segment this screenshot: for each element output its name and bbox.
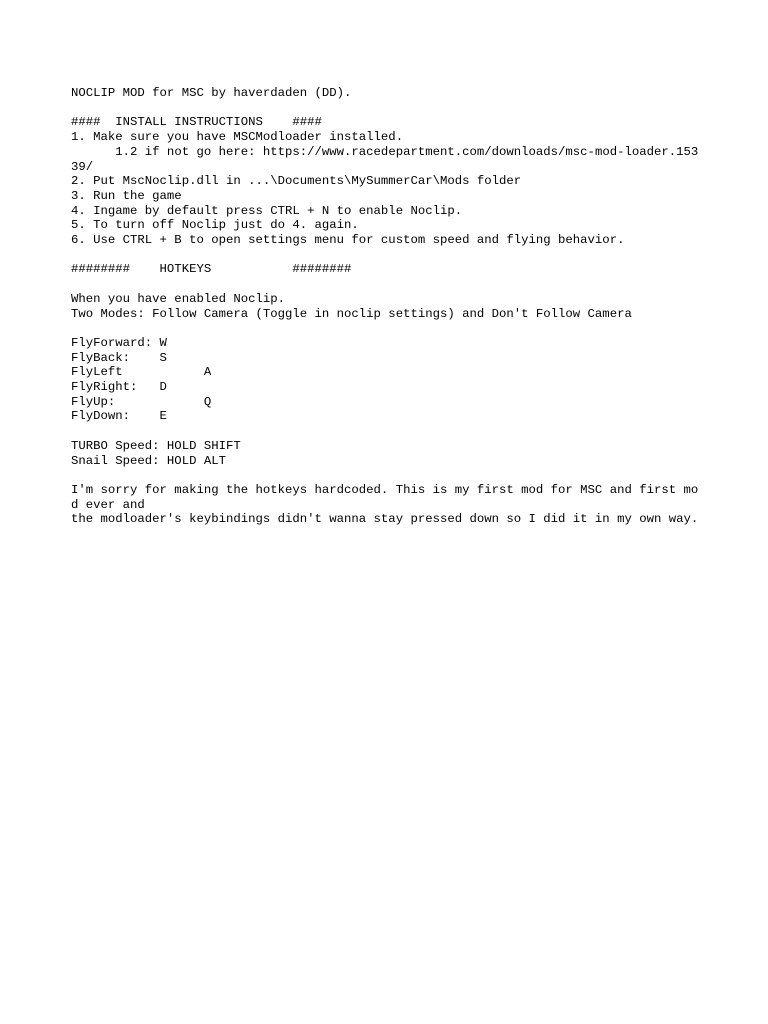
install-step: 3. Run the game [71, 188, 182, 203]
readme-document [71, 86, 701, 527]
hotkey-entry: FlyRight: D [71, 380, 167, 394]
speed-entry: TURBO Speed: HOLD SHIFT [71, 438, 241, 453]
install-step: 6. Use CTRL + B to open settings menu for custom speed and flying behavior. [71, 233, 625, 248]
spacer [71, 101, 701, 116]
spacer [71, 321, 701, 336]
install-step-link: 1.2 if not go here: https://www.racedepartment.com/downloads/msc-mod-loader.15339/ [71, 144, 699, 174]
install-step: 5. To turn off Noclip just do 4. again. [71, 218, 359, 233]
closing-note-line: I'm sorry for making the hotkeys hardcoded. This is my first mod for MSC and first mod ever and [71, 482, 699, 512]
hotkeys-section-header: ######## HOTKEYS ######## [71, 262, 352, 277]
hotkeys-intro-line: Two Modes: Follow Camera (Toggle in noclip settings) and Don't Follow Camera [71, 306, 632, 321]
install-step: 2. Put MscNoclip.dll in ...\Documents\MySummerCar\Mods folder [71, 174, 522, 189]
hotkey-entry: FlyForward: W [71, 335, 167, 350]
hotkey-entry: FlyLeft A [71, 365, 212, 380]
document-title: NOCLIP MOD for MSC by haverdaden (DD). [71, 86, 352, 100]
install-step: 1. Make sure you have MSCModloader installed. [71, 130, 404, 145]
spacer [71, 424, 701, 439]
hotkey-entry: FlyUp: Q [71, 394, 212, 409]
hotkey-entry: FlyBack: S [71, 350, 167, 365]
closing-note-line: the modloader's keybindings didn't wanna stay pressed down so I did it in my own way. [71, 512, 699, 527]
speed-entry: Snail Speed: HOLD ALT [71, 453, 226, 468]
hotkey-entry: FlyDown: E [71, 409, 167, 424]
install-section-header: #### INSTALL INSTRUCTIONS #### [71, 115, 322, 130]
install-step: 4. Ingame by default press CTRL + N to enable Noclip. [71, 203, 463, 218]
spacer [71, 248, 701, 263]
hotkeys-intro-line: When you have enabled Noclip. [71, 291, 286, 306]
spacer [71, 468, 701, 483]
spacer [71, 277, 701, 292]
